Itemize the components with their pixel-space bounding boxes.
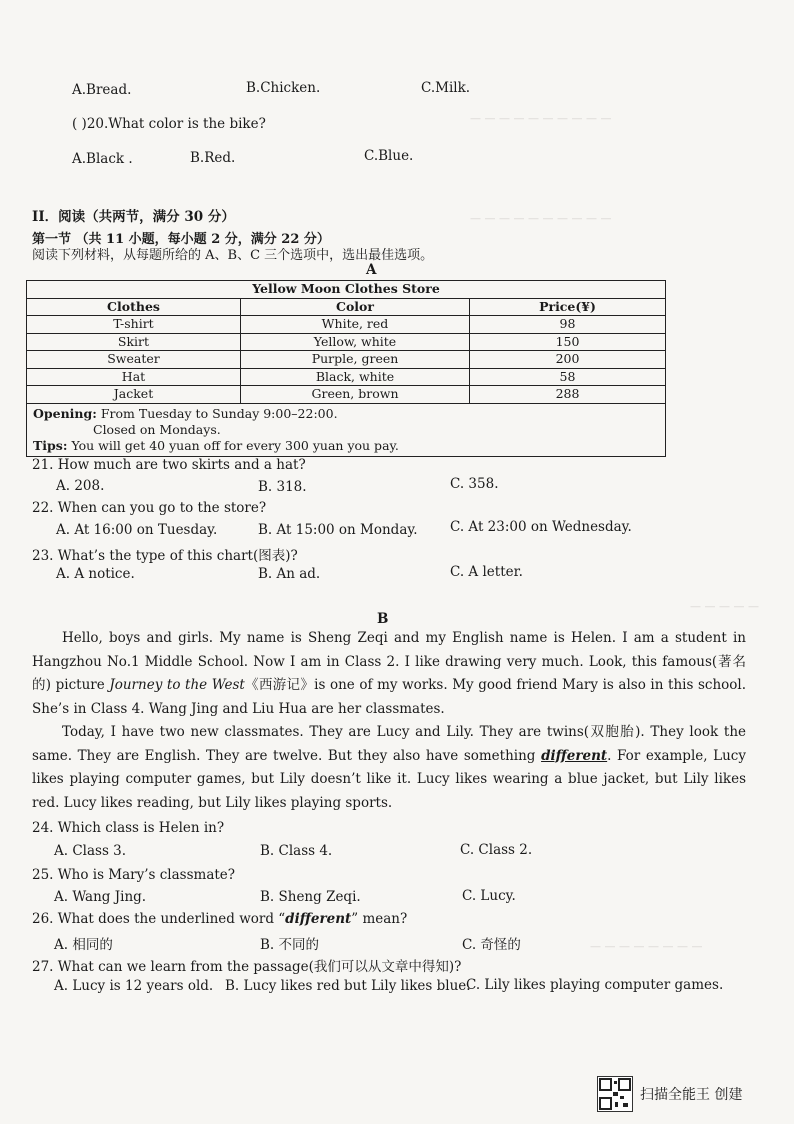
cell-clothes: Hat [27, 368, 241, 386]
p2-text-b: . For example, Lucy likes playing computer games, but Lily doesn’t like it. Lucy likes wearing a blue jacket, but Lily likes red. Lucy likes reading, but Lily likes playing sports. [32, 747, 746, 811]
table-row [27, 368, 666, 386]
header-clothes: Clothes [27, 298, 241, 316]
q24-question: 24. Which class is Helen in? [32, 820, 225, 836]
q26-option-a: A. 相同的 [54, 937, 113, 953]
opening-label: Opening: [33, 405, 97, 421]
p1-text-a: Hello, boys and girls. My name is Sheng Zeqi and my English name is Helen. I am a student in Hangzhou No.1 Middle School. Now I am in Class 2. I like drawing very much. Look, this famous(著名的) picture [32, 630, 746, 693]
cell-color: Green, brown [241, 386, 470, 404]
part-a-letter: A [366, 262, 377, 278]
p1-book-title: Journey to the West [109, 677, 245, 693]
section-title: II．阅读（共两节，满分 30 分） [32, 209, 235, 225]
cell-color: Purple, green [241, 351, 470, 369]
q26-word: different [285, 911, 352, 927]
q21-question: 21. How much are two skirts and a hat? [32, 457, 306, 473]
q26-text-a: 26. What does the underlined word “ [32, 911, 286, 927]
table-notes-row [27, 403, 666, 456]
cell-price: 98 [470, 316, 666, 334]
table-row [27, 386, 666, 404]
cell-clothes: T-shirt [27, 316, 241, 334]
tips-label: Tips: [33, 437, 68, 453]
q20-option-c: C.Blue. [364, 148, 414, 164]
q26-text-b: ” mean? [351, 911, 408, 927]
cell-color: Yellow, white [241, 333, 470, 351]
table-header-row [27, 298, 666, 316]
tips-text: You will get 40 yuan off for every 300 yuan you pay. [71, 437, 399, 453]
q22-option-a: A. At 16:00 on Tuesday. [56, 522, 218, 538]
q23-option-b: B. An ad. [258, 566, 321, 582]
q20-question: ( )20.What color is the bike? [72, 116, 266, 132]
q26-option-c: C. 奇怪的 [462, 937, 521, 953]
q27-question: 27. What can we learn from the passage(我们可以从文章中得知)? [32, 959, 462, 975]
q27-option-c: C. Lily likes playing computer games. [466, 977, 724, 993]
bleed-through-text: — — — — — — — — — — [470, 212, 612, 225]
bleed-through-text: — — — — — [690, 600, 759, 613]
section-subtitle: 第一节 （共 11 小题，每小题 2 分，满分 22 分） [32, 232, 330, 247]
q22-option-b: B. At 15:00 on Monday. [258, 522, 418, 538]
cell-color: Black, white [241, 368, 470, 386]
scanner-watermark: 扫描全能王 创建 [640, 1087, 743, 1103]
q20-option-b: B.Red. [190, 150, 236, 166]
q27-option-b: B. Lucy likes red but Lily likes blue. [225, 978, 471, 994]
bleed-through-text: — — — — — — — — [590, 940, 703, 953]
q19-option-b: B.Chicken. [246, 80, 321, 96]
cell-price: 200 [470, 351, 666, 369]
q22-question: 22. When can you go to the store? [32, 500, 267, 516]
q24-option-c: C. Class 2. [460, 842, 533, 858]
q25-option-b: B. Sheng Zeqi. [260, 889, 361, 905]
table-row [27, 351, 666, 369]
bleed-through-text: — — — — — — — — — — [470, 112, 612, 125]
q22-option-c: C. At 23:00 on Wednesday. [450, 519, 632, 535]
part-b-letter: B [377, 611, 389, 627]
p2-underlined-word: different [541, 747, 608, 764]
p2-text-a: Today, I have two new classmates. They are Lucy and Lily. They are twins(双胞胎). They look the same. They are English. They are twelve. But they also have something [32, 724, 746, 764]
store-table [26, 280, 666, 457]
q24-option-b: B. Class 4. [260, 843, 333, 859]
cell-price: 58 [470, 368, 666, 386]
q19-option-a: A.Bread. [72, 82, 132, 98]
cell-price: 150 [470, 333, 666, 351]
q25-option-a: A. Wang Jing. [54, 889, 147, 905]
header-price: Price(¥) [470, 298, 666, 316]
cell-clothes: Skirt [27, 333, 241, 351]
q23-option-a: A. A notice. [56, 566, 135, 582]
q26-option-b: B. 不同的 [260, 937, 320, 953]
header-color: Color [241, 298, 470, 316]
section-instructions: 阅读下列材料，从每题所给的 A、B、C 三个选项中，选出最佳选项。 [32, 248, 434, 263]
table-row [27, 316, 666, 334]
cell-price: 288 [470, 386, 666, 404]
q21-option-a: A. 208. [56, 478, 105, 494]
q23-question: 23. What’s the type of this chart(图表)? [32, 548, 298, 564]
q25-question: 25. Who is Mary’s classmate? [32, 867, 236, 883]
cell-clothes: Sweater [27, 351, 241, 369]
cell-clothes: Jacket [27, 386, 241, 404]
table-row [27, 333, 666, 351]
table-title-row [27, 281, 666, 299]
qr-code-icon [597, 1076, 633, 1112]
q25-option-c: C. Lucy. [462, 888, 516, 904]
q19-option-c: C.Milk. [421, 80, 471, 96]
cell-color: White, red [241, 316, 470, 334]
q21-option-b: B. 318. [258, 479, 307, 495]
p1-text-b: 《西游记》is one of my works. My good friend Mary is also in this school. She’s in Class 4. Wang Jing and Liu Hua are her classmates. [32, 677, 747, 717]
passage-paragraph-1 [32, 627, 746, 721]
opening-text: From Tuesday to Sunday 9:00–22:00. [100, 405, 338, 421]
store-name: Yellow Moon Clothes Store [27, 281, 666, 299]
passage-paragraph-2 [32, 721, 746, 815]
q20-option-a: A.Black . [72, 151, 133, 167]
q26-question [32, 911, 407, 927]
q24-option-a: A. Class 3. [54, 843, 127, 859]
q23-option-c: C. A letter. [450, 564, 523, 580]
closed-text: Closed on Mondays. [93, 421, 221, 437]
q27-option-a: A. Lucy is 12 years old. [54, 978, 214, 994]
table-notes [27, 403, 666, 456]
q21-option-c: C. 358. [450, 476, 499, 492]
